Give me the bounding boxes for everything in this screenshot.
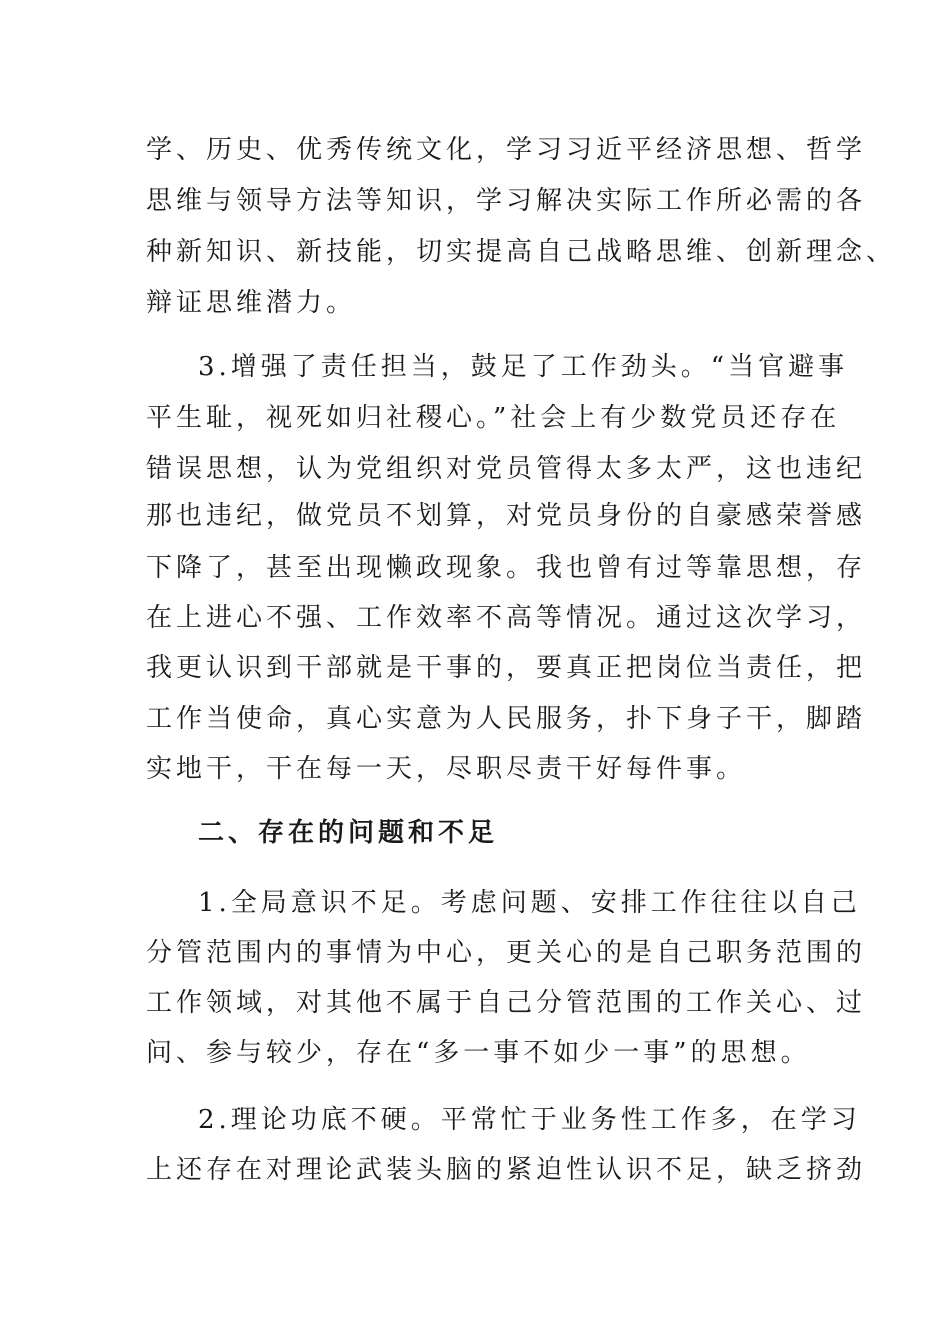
section-heading: 二、存在的问题和不足 (198, 818, 499, 848)
text-line: 工作当使命，真心实意为人民服务，扑下身子干，脚踏 (146, 704, 867, 734)
text-line: 工作领域，对其他不属于自己分管范围的工作关心、过 (146, 988, 867, 1018)
text-line: 问、参与较少，存在“多一事不如少一事”的思想。 (146, 1038, 811, 1068)
text-line: 那也违纪，做党员不划算，对党员身份的自豪感荣誉感 (146, 501, 867, 531)
text-line: 分管范围内的事情为中心，更关心的是自己职务范围的 (146, 938, 867, 968)
text-line: 我更认识到干部就是干事的，要真正把岗位当责任，把 (146, 653, 867, 683)
text-line: 下降了，甚至出现懒政现象。我也曾有过等靠思想，存 (146, 553, 867, 583)
text-line: 1.全局意识不足。考虑问题、安排工作往往以自己 (198, 888, 861, 918)
text-line: 思维与领导方法等知识，学习解决实际工作所必需的各 (146, 186, 867, 216)
text-line: 平生耻，视死如归社稷心。”社会上有少数党员还存在 (146, 403, 841, 433)
text-line: 实地干，干在每一天，尽职尽责干好每件事。 (146, 754, 747, 784)
text-line: 上还存在对理论武装头脑的紧迫性认识不足，缺乏挤劲 (146, 1155, 867, 1185)
text-line: 辩证思维潜力。 (146, 288, 357, 318)
text-line: 学、历史、优秀传统文化，学习习近平经济思想、哲学 (146, 135, 867, 165)
text-line: 2.理论功底不硬。平常忙于业务性工作多，在学习 (198, 1105, 861, 1135)
text-line: 3.增强了责任担当，鼓足了工作劲头。“当官避事 (198, 352, 849, 382)
text-line: 错误思想，认为党组织对党员管得太多太严，这也违纪 (146, 454, 867, 484)
text-line: 在上进心不强、工作效率不高等情况。通过这次学习， (146, 603, 867, 633)
text-line: 种新知识、新技能，切实提高自己战略思维、创新理念、 (146, 237, 897, 267)
